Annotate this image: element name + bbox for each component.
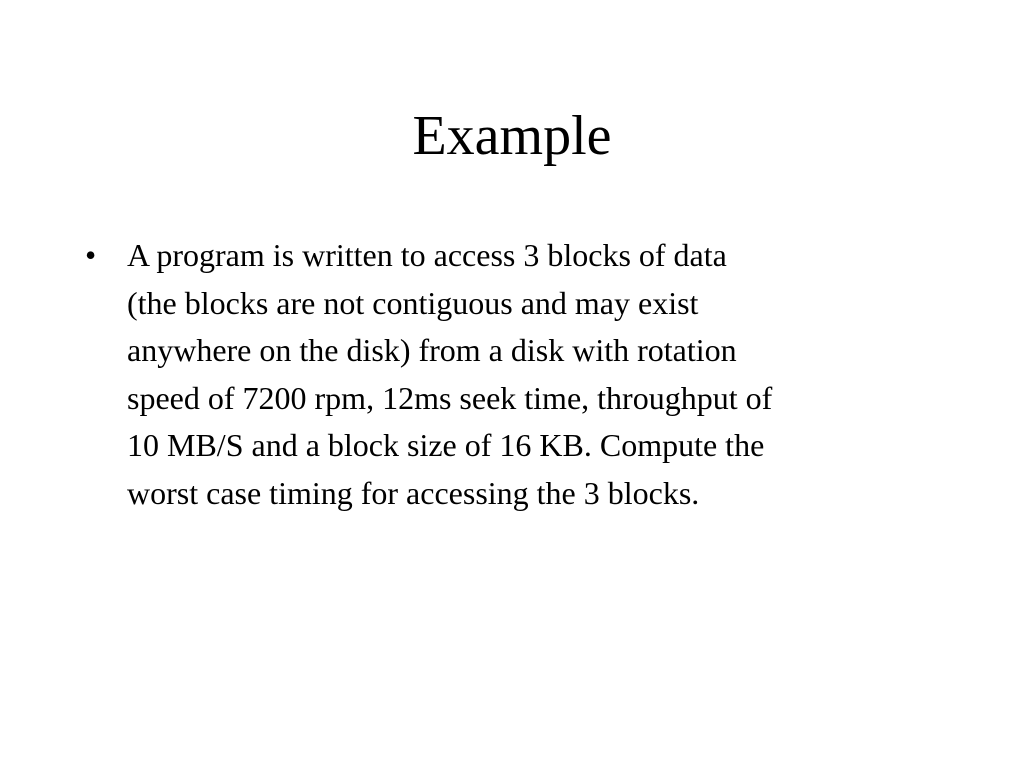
bullet-item [85, 232, 945, 517]
bullet-text-line-1: A program is written to access 3 blocks of data [127, 237, 727, 273]
bullet-list [85, 232, 945, 517]
bullet-text-line-6: worst case timing for accessing the 3 blocks. [127, 474, 700, 511]
bullet-text-line-2: (the blocks are not contiguous and may exist [127, 284, 699, 321]
bullet-text-line-5: 10 MB/S and a block size of 16 KB. Compute the [127, 427, 765, 463]
slide-title: Example [412, 105, 612, 167]
bullet-text-line-4: speed of 7200 rpm, 12ms seek time, throughput of [127, 379, 773, 416]
bullet-text-line-3: anywhere on the disk) from a disk with rotation [127, 332, 737, 368]
bullet-icon: • [85, 237, 97, 273]
bullet-text [127, 232, 945, 517]
